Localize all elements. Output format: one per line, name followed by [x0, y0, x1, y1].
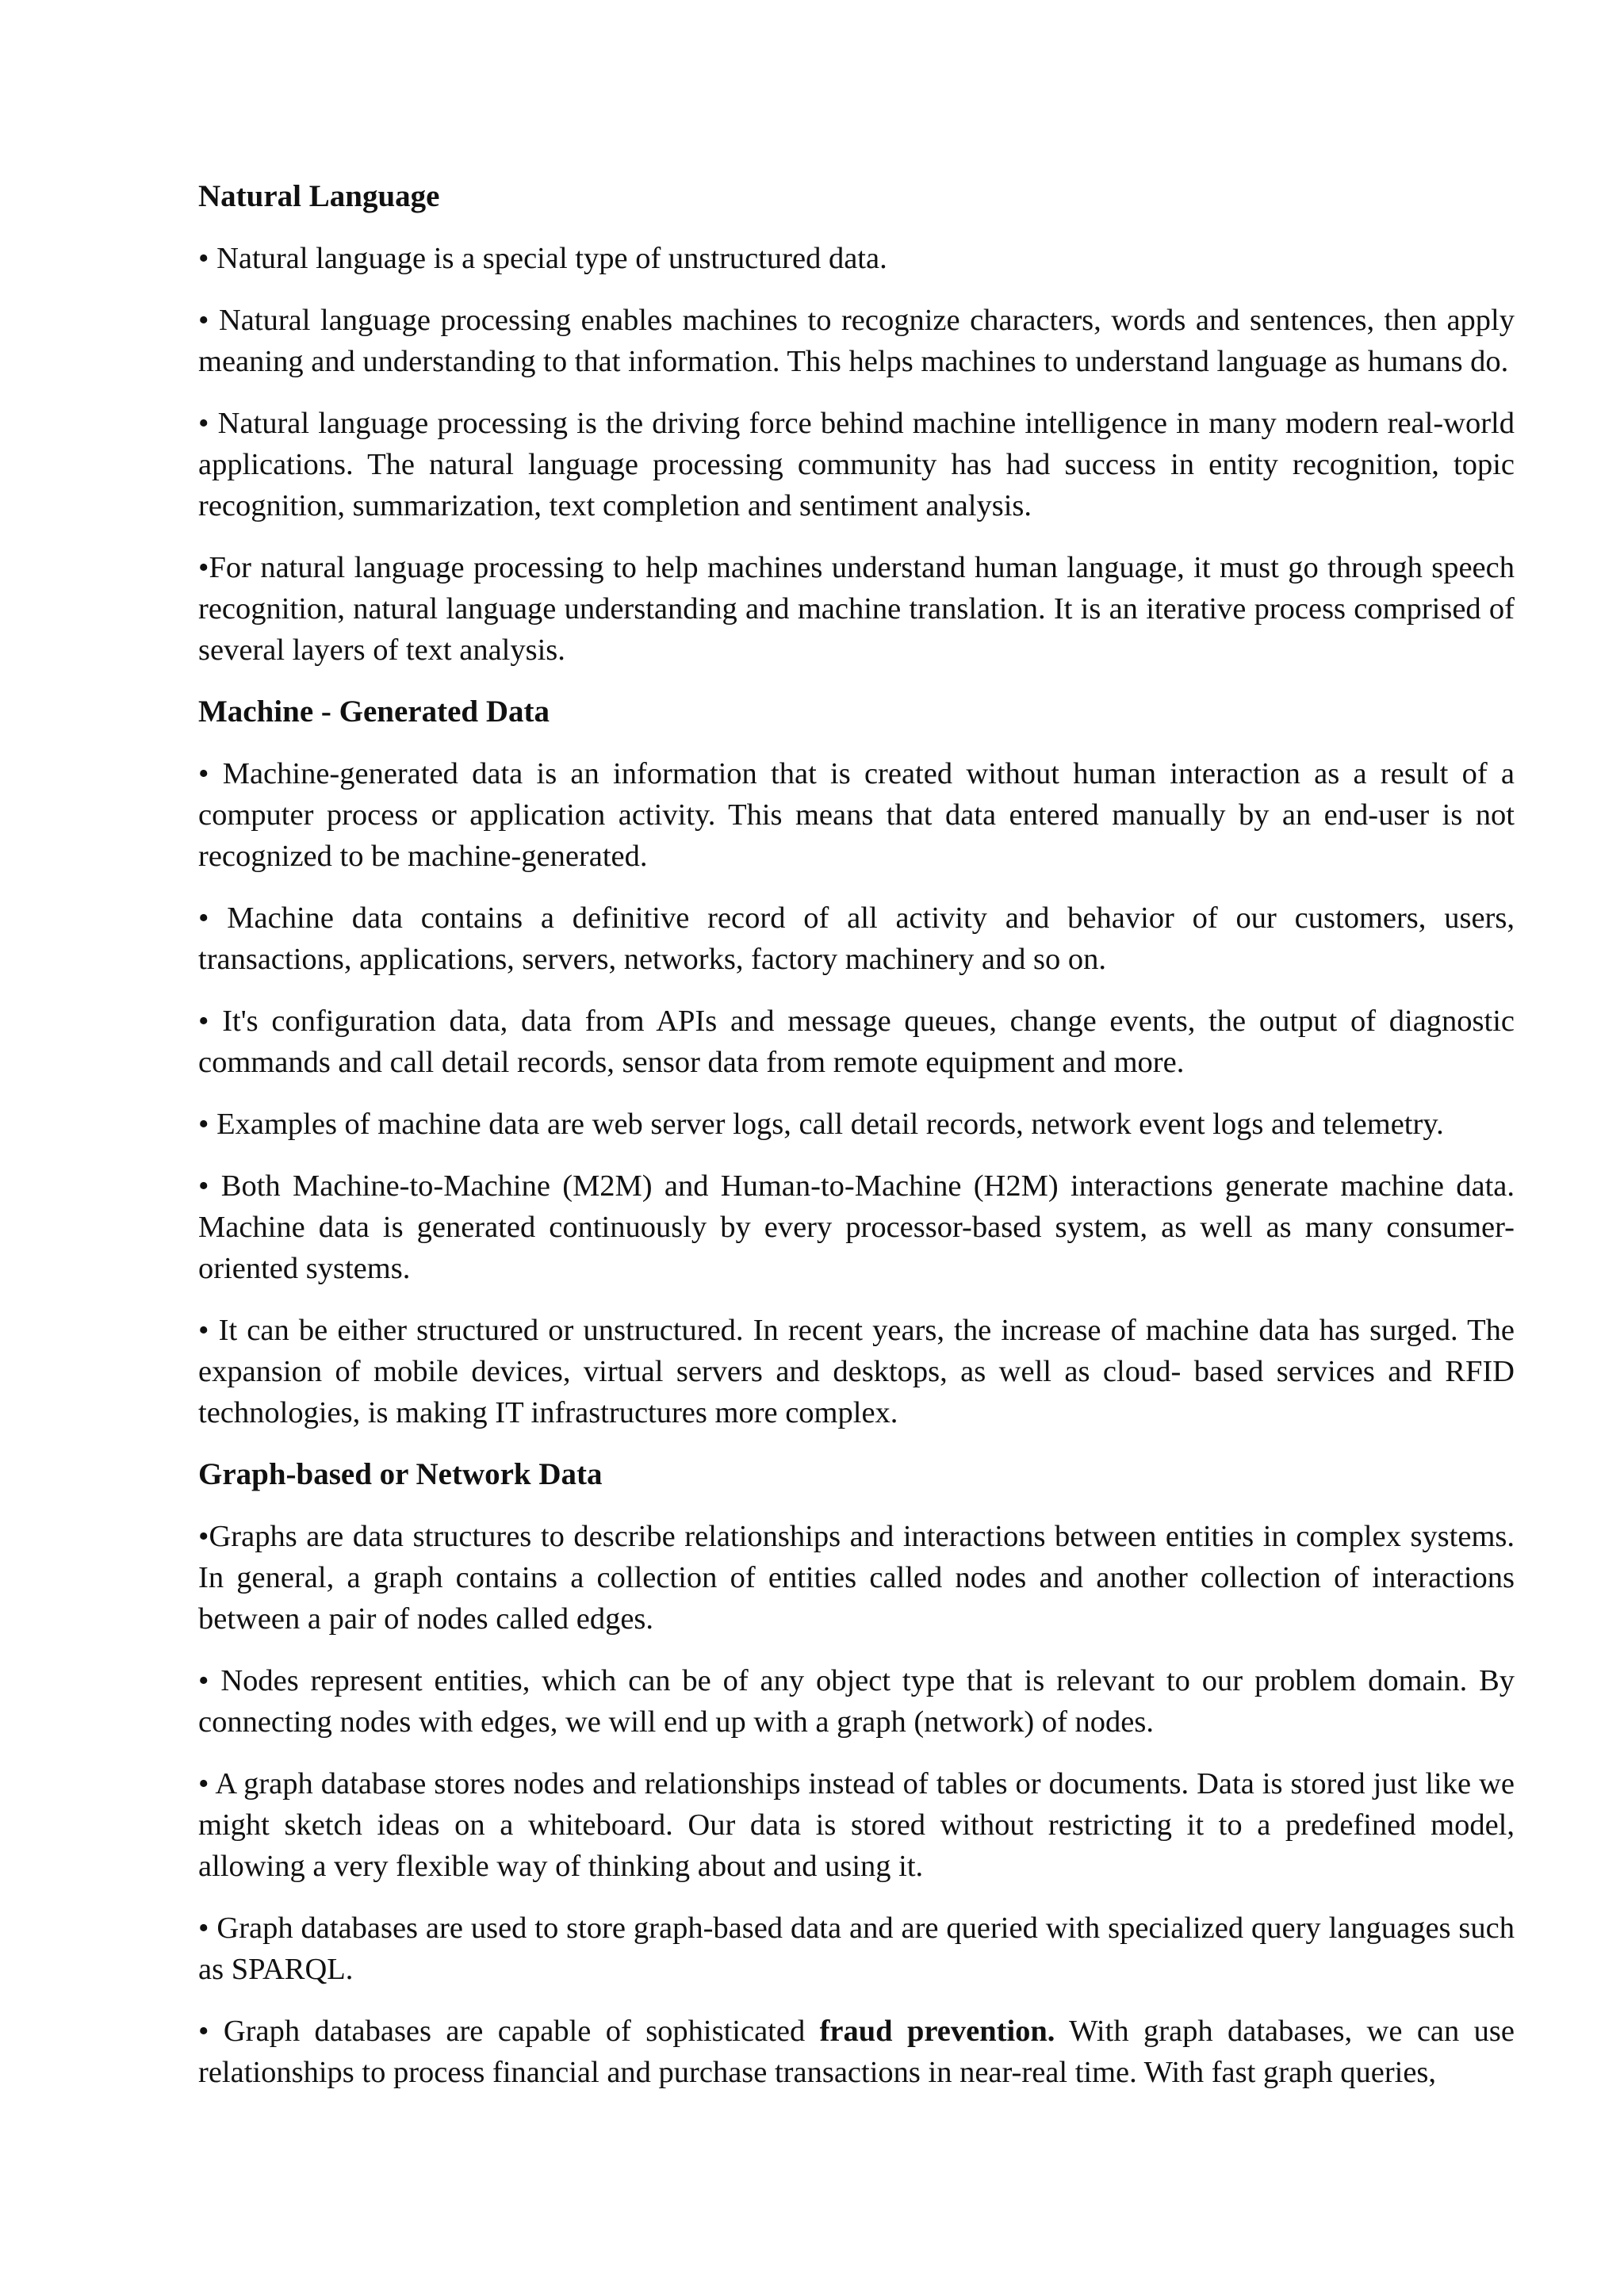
paragraph-text-after: With graph databases, we can use relationships to process financial and purchase transactions in near-real time. With fast graph queries, — [198, 2015, 1515, 2089]
paragraph: • Examples of machine data are web server logs, call detail records, network event logs and telemetry. — [198, 1108, 1444, 1141]
paragraph: • Natural language is a special type of unstructured data. — [198, 242, 887, 275]
paragraph: • Machine data contains a definitive record of all activity and behavior of our customers, users, transactions, applications, servers, networks, factory machinery and so on. — [198, 901, 1515, 976]
paragraph: • Nodes represent entities, which can be of any object type that is relevant to our problem domain. By connecting nodes with edges, we will end up with a graph (network) of nodes. — [198, 1664, 1515, 1739]
section-heading-machine-generated-data: Machine - Generated Data — [198, 695, 550, 729]
paragraph: • Both Machine-to-Machine (M2M) and Human-to-Machine (H2M) interactions generate machine data. Machine data is generated continuously by every processor-based system, as well as many consumer-oriented systems. — [198, 1169, 1515, 1285]
paragraph-fraud-prevention — [198, 2011, 1515, 2093]
document-body — [198, 176, 1515, 2114]
paragraph: •For natural language processing to help machines understand human language, it must go through speech recognition, natural language understanding and machine translation. It is an iterative process comprised of several layers of text analysis. — [198, 551, 1515, 667]
paragraph: • Machine-generated data is an information that is created without human interaction as a result of a computer process or application activity. This means that data entered manually by an end-user is not recognized to be machine-generated. — [198, 757, 1515, 873]
paragraph: • It's configuration data, data from APIs and message queues, change events, the output of diagnostic commands and call detail records, sensor data from remote equipment and more. — [198, 1004, 1515, 1079]
paragraph: • Natural language processing is the driving force behind machine intelligence in many modern real-world applications. The natural language processing community has had success in entity recognition, topic recognition, summarization, text completion and sentiment analysis. — [198, 407, 1515, 522]
section-heading-natural-language: Natural Language — [198, 179, 440, 213]
paragraph-text-before: • Graph databases are capable of sophisticated — [198, 2015, 820, 2048]
paragraph: •Graphs are data structures to describe relationships and interactions between entities in complex systems. In general, a graph contains a collection of entities called nodes and another collection of interactions between a pair of nodes called edges. — [198, 1520, 1515, 1636]
bold-phrase-fraud-prevention: fraud prevention. — [819, 2015, 1055, 2048]
section-heading-graph-based-data: Graph-based or Network Data — [198, 1457, 603, 1491]
paragraph: • A graph database stores nodes and relationships instead of tables or documents. Data is stored just like we might sketch ideas on a whiteboard. Our data is stored without restricting it to a predefined model, allowing a very flexible way of thinking about and using it. — [198, 1767, 1515, 1883]
paragraph: • Natural language processing enables machines to recognize characters, words and sentences, then apply meaning and understanding to that information. This helps machines to understand language as humans do. — [198, 304, 1515, 378]
paragraph: • It can be either structured or unstructured. In recent years, the increase of machine data has surged. The expansion of mobile devices, virtual servers and desktops, as well as cloud- based services and RFID technologies, is making IT infrastructures more complex. — [198, 1314, 1515, 1429]
paragraph: • Graph databases are used to store graph-based data and are queried with specialized query languages such as SPARQL. — [198, 1911, 1515, 1986]
